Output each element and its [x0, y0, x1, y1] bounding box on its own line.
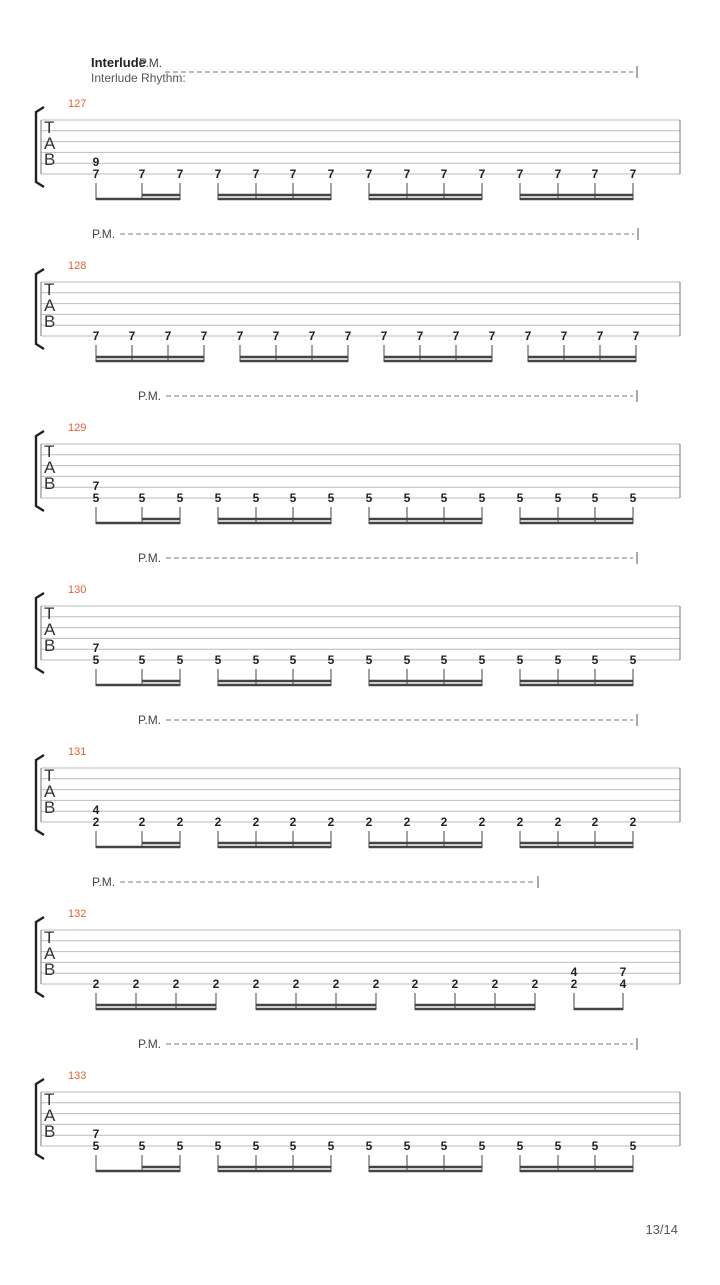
fret-number: 5: [365, 1139, 373, 1153]
fret-number: 5: [403, 1139, 411, 1153]
fret-number: 2: [289, 815, 297, 829]
fret-number: 2: [478, 815, 486, 829]
tab-clef-letter: B: [44, 636, 56, 655]
fret-number: 5: [327, 491, 335, 505]
fret-number: 5: [176, 1139, 184, 1153]
system-bracket: [36, 917, 44, 997]
fret-number: 5: [516, 491, 524, 505]
tab-clef-letter: A: [44, 296, 56, 315]
fret-number: 5: [440, 491, 448, 505]
fret-number: 2: [372, 977, 380, 991]
fret-number: 2: [365, 815, 373, 829]
fret-number: 5: [554, 653, 562, 667]
system-129: [36, 389, 680, 524]
page-number: 13/14: [645, 1222, 678, 1237]
pm-label: P.M.: [92, 875, 116, 889]
fret-number: 7: [200, 329, 208, 343]
fret-number: 5: [176, 491, 184, 505]
tab-clef-letter: B: [44, 474, 56, 493]
fret-number: 2: [92, 977, 100, 991]
tab-clef-letter: T: [44, 1090, 55, 1109]
fret-number-upper: 7: [92, 641, 100, 655]
tab-clef-letter: T: [44, 118, 55, 137]
tab-clef-letter: A: [44, 944, 56, 963]
pm-label: P.M.: [138, 389, 162, 403]
fret-number: 2: [403, 815, 411, 829]
fret-number: 5: [440, 1139, 448, 1153]
tab-clef-letter: B: [44, 150, 56, 169]
fret-number: 5: [289, 491, 297, 505]
fret-number: 2: [172, 977, 180, 991]
section-subtitle: Interlude Rhythm:: [91, 71, 186, 85]
system-bracket: [36, 755, 44, 835]
fret-number: 5: [176, 653, 184, 667]
fret-number: 2: [252, 977, 260, 991]
system-132: [36, 875, 680, 1010]
fret-number: 7: [403, 167, 411, 181]
fret-number: 5: [516, 653, 524, 667]
fret-number: 7: [308, 329, 316, 343]
fret-number: 7: [344, 329, 352, 343]
fret-number: 5: [138, 491, 146, 505]
fret-number: 7: [128, 329, 136, 343]
fret-number-upper: 7: [619, 965, 627, 979]
systems-group: [36, 66, 680, 1172]
fret-number: 2: [451, 977, 459, 991]
section-title: Interlude: [91, 55, 146, 70]
fret-number-upper: 4: [570, 965, 578, 979]
tab-clef-letter: T: [44, 928, 55, 947]
measure-number: 131: [68, 746, 87, 758]
system-bracket: [36, 107, 44, 187]
fret-number: 5: [92, 1139, 100, 1153]
fret-number: 5: [92, 653, 100, 667]
measure-number: 132: [68, 908, 87, 920]
fret-number: 5: [478, 491, 486, 505]
fret-number: 5: [554, 1139, 562, 1153]
section-pm-overlap: P.M.: [139, 56, 163, 70]
fret-number: 7: [176, 167, 184, 181]
fret-number: 5: [478, 1139, 486, 1153]
fret-number: 2: [292, 977, 300, 991]
fret-number: 5: [629, 491, 637, 505]
measure-number: 127: [68, 98, 87, 110]
fret-number: 2: [554, 815, 562, 829]
fret-number: 5: [138, 653, 146, 667]
fret-number: 7: [92, 329, 100, 343]
fret-number: 2: [327, 815, 335, 829]
tab-clef-letter: B: [44, 312, 56, 331]
fret-number: 7: [629, 167, 637, 181]
system-128: [36, 227, 680, 362]
fret-number: 2: [531, 977, 539, 991]
fret-number: 5: [138, 1139, 146, 1153]
system-130: [36, 551, 680, 686]
system-bracket: [36, 1079, 44, 1159]
fret-number: 7: [272, 329, 280, 343]
fret-number: 5: [591, 1139, 599, 1153]
fret-number: 5: [289, 1139, 297, 1153]
fret-number: 2: [92, 815, 100, 829]
fret-number: 5: [403, 491, 411, 505]
fret-number: 5: [629, 653, 637, 667]
tab-clef-letter: A: [44, 458, 56, 477]
fret-number-upper: 7: [92, 1127, 100, 1141]
measure-number: 128: [68, 260, 87, 272]
fret-number: 7: [596, 329, 604, 343]
fret-number: 4: [619, 977, 627, 991]
fret-number: 2: [491, 977, 499, 991]
fret-number: 5: [327, 1139, 335, 1153]
tab-clef-letter: B: [44, 960, 56, 979]
system-bracket: [36, 269, 44, 349]
fret-number: 5: [629, 1139, 637, 1153]
tab-clef-letter: T: [44, 766, 55, 785]
fret-number: 7: [380, 329, 388, 343]
fret-number: 7: [632, 329, 640, 343]
fret-number: 5: [403, 653, 411, 667]
fret-number: 7: [440, 167, 448, 181]
fret-number: 2: [411, 977, 419, 991]
pm-label: P.M.: [138, 713, 162, 727]
fret-number: 5: [214, 1139, 222, 1153]
pm-label: P.M.: [92, 227, 116, 241]
fret-number: 2: [332, 977, 340, 991]
fret-number: 7: [164, 329, 172, 343]
fret-number: 7: [416, 329, 424, 343]
fret-number: 5: [214, 491, 222, 505]
tab-clef-letter: T: [44, 442, 55, 461]
tab-clef-letter: A: [44, 782, 56, 801]
fret-number: 2: [629, 815, 637, 829]
system-127: [36, 66, 680, 200]
fret-number: 7: [591, 167, 599, 181]
measure-number: 133: [68, 1070, 87, 1082]
system-131: [36, 713, 680, 848]
tab-clef-letter: B: [44, 1122, 56, 1141]
tab-clef-letter: A: [44, 134, 56, 153]
fret-number: 2: [570, 977, 578, 991]
fret-number: 5: [591, 653, 599, 667]
fret-number: 5: [327, 653, 335, 667]
fret-number: 2: [252, 815, 260, 829]
fret-number: 5: [252, 491, 260, 505]
fret-number: 7: [560, 329, 568, 343]
tab-clef-letter: A: [44, 620, 56, 639]
fret-number: 5: [516, 1139, 524, 1153]
fret-number: 2: [591, 815, 599, 829]
fret-number: 7: [214, 167, 222, 181]
tab-clef-letter: B: [44, 798, 56, 817]
tab-clef-letter: T: [44, 280, 55, 299]
system-bracket: [36, 431, 44, 511]
fret-number-upper: 9: [92, 155, 100, 169]
system-bracket: [36, 593, 44, 673]
fret-number: 7: [138, 167, 146, 181]
fret-number: 2: [214, 815, 222, 829]
fret-number: 2: [212, 977, 220, 991]
fret-number: 7: [452, 329, 460, 343]
fret-number-upper: 7: [92, 479, 100, 493]
fret-number: 7: [236, 329, 244, 343]
fret-number: 7: [327, 167, 335, 181]
fret-number-upper: 4: [92, 803, 100, 817]
fret-number: 2: [132, 977, 140, 991]
fret-number: 2: [176, 815, 184, 829]
fret-number: 5: [92, 491, 100, 505]
fret-number: 5: [554, 491, 562, 505]
fret-number: 7: [554, 167, 562, 181]
pm-label: P.M.: [138, 1037, 162, 1051]
fret-number: 5: [365, 491, 373, 505]
tab-clef-letter: A: [44, 1106, 56, 1125]
fret-number: 7: [252, 167, 260, 181]
fret-number: 7: [516, 167, 524, 181]
fret-number: 5: [478, 653, 486, 667]
system-133: [36, 1037, 680, 1172]
measure-number: 130: [68, 584, 87, 596]
fret-number: 5: [591, 491, 599, 505]
fret-number: 7: [488, 329, 496, 343]
fret-number: 2: [516, 815, 524, 829]
fret-number: 7: [92, 167, 100, 181]
fret-number: 7: [365, 167, 373, 181]
fret-number: 5: [365, 653, 373, 667]
tab-clef-letter: T: [44, 604, 55, 623]
fret-number: 7: [478, 167, 486, 181]
fret-number: 5: [252, 1139, 260, 1153]
fret-number: 2: [138, 815, 146, 829]
fret-number: 7: [289, 167, 297, 181]
fret-number: 5: [440, 653, 448, 667]
fret-number: 5: [214, 653, 222, 667]
fret-number: 5: [289, 653, 297, 667]
fret-number: 5: [252, 653, 260, 667]
fret-number: 7: [524, 329, 532, 343]
measure-number: 129: [68, 422, 87, 434]
fret-number: 2: [440, 815, 448, 829]
pm-label: P.M.: [138, 551, 162, 565]
